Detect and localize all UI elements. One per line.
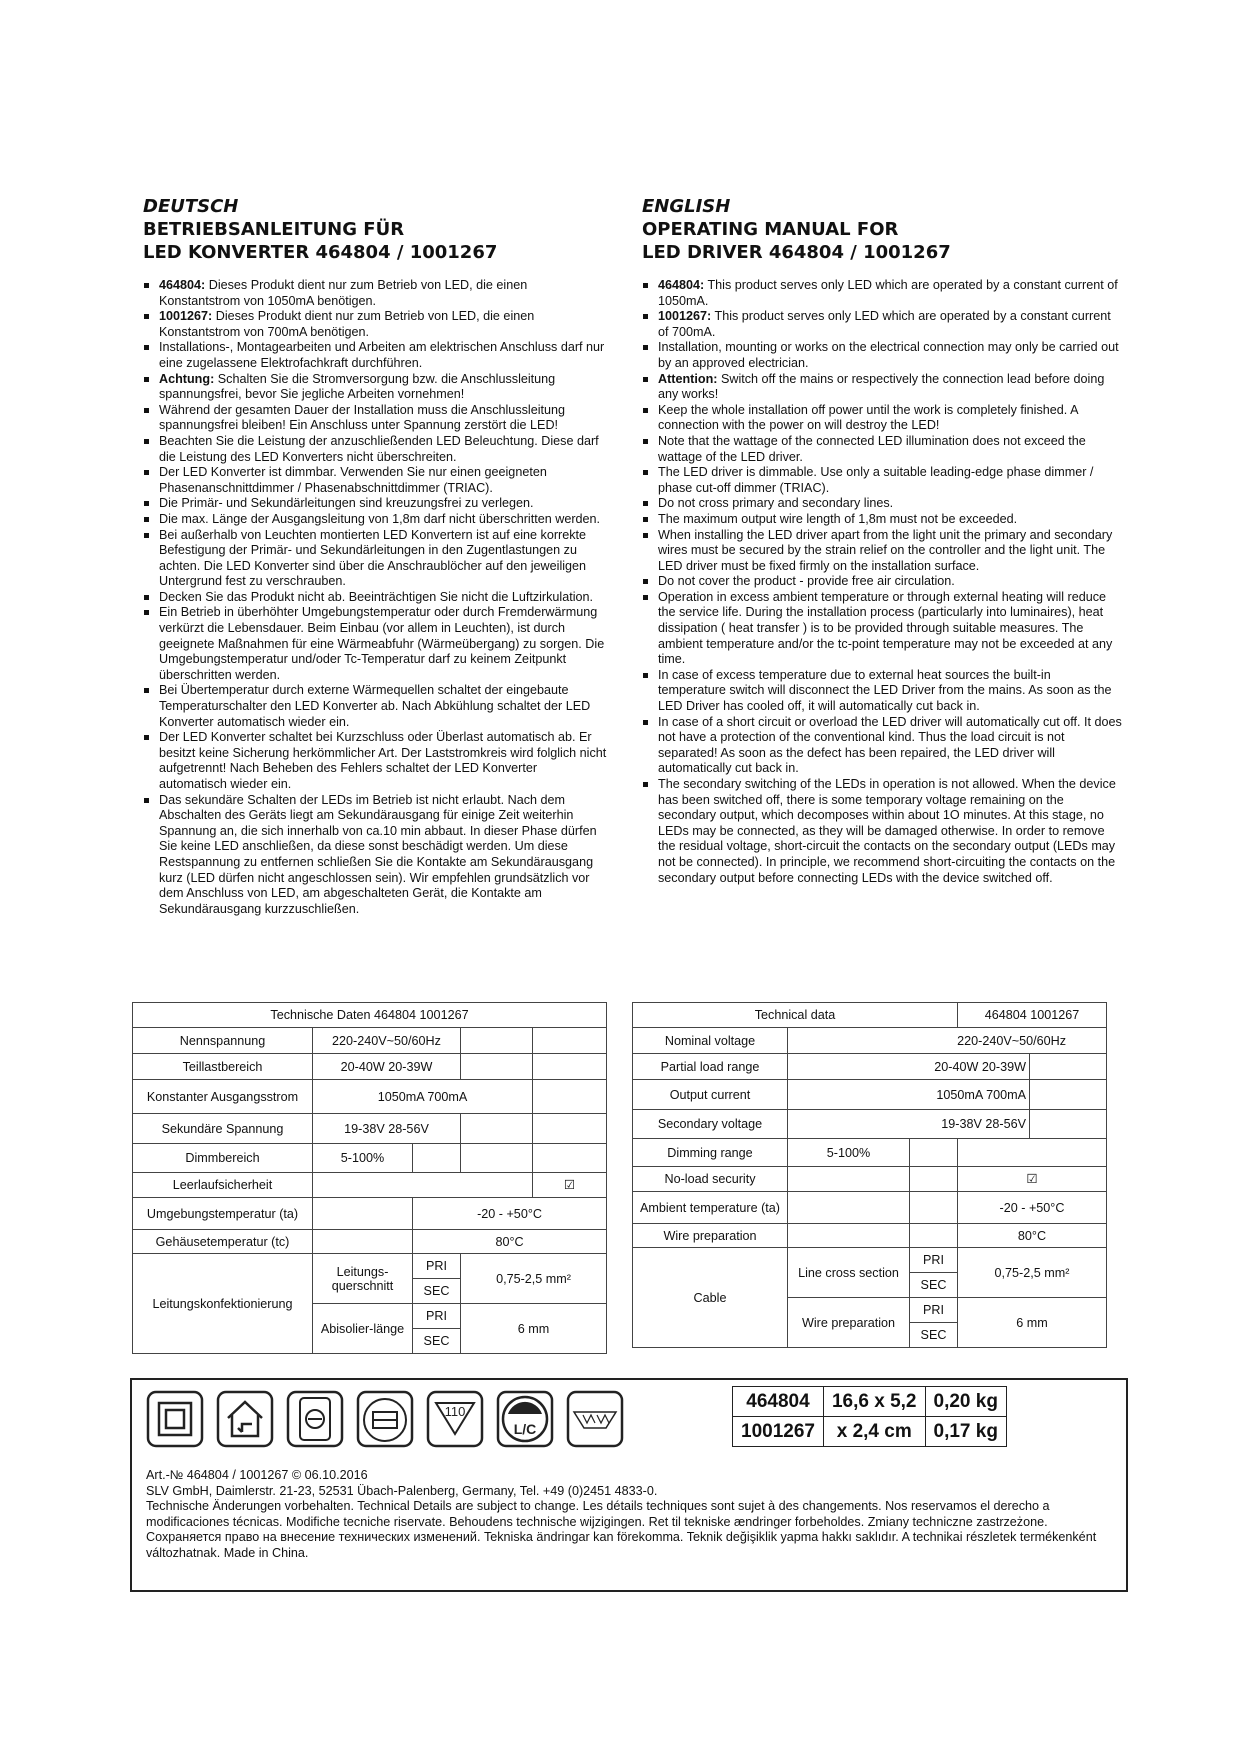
instruction-bold-label: Achtung: <box>159 371 215 386</box>
housing-label: Gehäusetemperatur (tc) <box>133 1230 313 1254</box>
cross-label: Line cross section <box>788 1248 910 1298</box>
instruction-text: Keep the whole installation off power until the work is completely finished. A connection with the power on will destroy the LED! <box>658 402 1078 433</box>
partial-label: Partial load range <box>633 1054 788 1080</box>
instruction-item <box>642 574 1122 590</box>
wire-label: Wire preparation <box>633 1224 788 1248</box>
instruction-text: Schalten Sie die Stromversorgung bzw. die Anschlussleitung spannungsfrei, bevor Sie jegliche Arbeiten vornehmen! <box>159 371 556 402</box>
instruction-text: This product serves only LED which are operated by a constant current of 1050mA. <box>658 278 1118 308</box>
instruction-text: Dieses Produkt dient nur zum Betrieb von LED, die einen Konstantstrom von 1050mA benötigen. <box>159 278 528 308</box>
strip-label: Abisolier-länge <box>313 1304 413 1354</box>
output-value: 1050mA 700mA <box>788 1080 1030 1110</box>
instruction-item <box>143 528 608 590</box>
dimming-label: Dimming range <box>633 1139 788 1167</box>
instruction-bold-label: 464804: <box>159 278 206 292</box>
noload-check-icon: ☑ <box>533 1173 607 1198</box>
dimming-value: 5-100% <box>788 1139 910 1167</box>
english-technical-table <box>632 1002 1107 1348</box>
instruction-item <box>143 340 608 371</box>
table-header-codes: 464804 1001267 <box>958 1003 1107 1028</box>
wire-value: 80°C <box>958 1224 1107 1248</box>
housing-value: 80°C <box>413 1230 607 1254</box>
ambient-value: -20 - +50°C <box>958 1192 1107 1224</box>
cross-value: 0,75-2,5 mm² <box>461 1254 607 1304</box>
instruction-text: The secondary switching of the LEDs in operation is not allowed. When the device has been switched off, there is some temporary voltage remaining on the secondary output, which decomposes within about 1O minutes. At this stage, no LEDs may be connected, as they will be damaged otherwise. In order to remove the residual voltage, short-circuit the contacts on the secondary output (LEDs may not be connected). In principle, we recommend short-circuiting the contacts on the secondary output before connecting LEDs with the device switched off. <box>658 777 1116 885</box>
instruction-item <box>642 465 1122 496</box>
sec-label: SEC <box>910 1273 958 1298</box>
secondary-label: Secondary voltage <box>633 1110 788 1139</box>
weight-1: 0,20 kg <box>925 1387 1006 1417</box>
instruction-text: Do not cover the product - provide free air circulation. <box>658 574 955 589</box>
instruction-text: The LED driver is dimmable. Use only a suitable leading-edge phase dimmer / phase cut-off dimmer (TRIAC). <box>658 465 1094 495</box>
instruction-item <box>143 683 608 730</box>
instruction-item <box>642 278 1122 309</box>
dimensions-line2: x 2,4 cm <box>823 1417 925 1447</box>
instruction-text: Ein Betrieb in überhöhter Umgebungstemperatur oder durch Fremderwärmung verkürzt die Lebensdauer. Beim Einbau (vor allem in Leuchten), ist durch geeignete Maßnahmen für eine Wärmeabfuhr (Wärmeübergang) zu sorgen. Die Umgebungstemperatur und/oder Tc-Temperatur darf zu keinem Zeitpunkt überschritten werden. <box>159 605 605 682</box>
instruction-item <box>143 465 608 496</box>
instruction-text: In case of a short circuit or overload the LED driver will automatically cut off. It does not have a protection of the conventional kind. Thus the load circuit is not separated! As soon as the defect has been repaired, the LED driver will automatically cut back in. <box>658 714 1122 776</box>
german-column <box>143 195 608 917</box>
noload-label: No-load security <box>633 1167 788 1192</box>
output-label: Konstanter Ausgangsstrom <box>133 1080 313 1114</box>
instruction-text: Do not cross primary and secondary lines. <box>658 496 894 511</box>
instruction-text: This product serves only LED which are operated by a constant current of 700mA. <box>658 309 1111 339</box>
nominal-value: 220-240V~50/60Hz <box>788 1028 1107 1054</box>
instruction-item <box>143 605 608 683</box>
mm-mounting-icon <box>566 1390 624 1448</box>
instruction-text: Note that the wattage of the connected LED illumination does not exceed the wattage of the LED driver. <box>658 433 1086 464</box>
article-copyright: Art.-№ 464804 / 1001267 © 06.10.2016 <box>146 1468 368 1482</box>
instruction-item <box>642 309 1122 340</box>
strip-value: 6 mm <box>958 1298 1107 1348</box>
noload-check-icon: ☑ <box>958 1167 1107 1192</box>
instruction-item <box>642 715 1122 777</box>
pri-label: PRI <box>910 1248 958 1273</box>
instruction-text: Bei außerhalb von Leuchten montierten LED Konvertern ist auf eine korrekte Befestigung der Primär- und Sekundärleitungen in den Zugentlastungen zu achten. Die LED Konverter sind über die Anschraublöcher auf den jeweiligen Untergrund fest zu verschrauben. <box>159 527 587 589</box>
english-instructions-list <box>642 278 1122 886</box>
article-number-2: 1001267 <box>733 1417 824 1447</box>
sec-label: SEC <box>413 1329 461 1354</box>
instruction-text: The maximum output wire length of 1,8m must not be exceeded. <box>658 511 1018 526</box>
dimming-value: 5-100% <box>313 1144 413 1173</box>
partial-label: Teillastbereich <box>133 1054 313 1080</box>
instruction-item <box>143 434 608 465</box>
instruction-item <box>143 403 608 434</box>
partial-value: 20-40W 20-39W <box>313 1054 461 1080</box>
output-value: 1050mA 700mA <box>313 1080 533 1114</box>
ambient-value: -20 - +50°C <box>413 1198 607 1230</box>
temperature-value: 110 <box>444 1404 466 1419</box>
secondary-label: Sekundäre Spannung <box>133 1114 313 1144</box>
sec-label: SEC <box>413 1279 461 1304</box>
instruction-item <box>642 528 1122 575</box>
instruction-item <box>642 590 1122 668</box>
secondary-value: 19-38V 28-56V <box>788 1110 1030 1139</box>
pri-label: PRI <box>413 1304 461 1329</box>
cable-label: Cable <box>633 1248 788 1348</box>
instruction-text: Operation in excess ambient temperature or through external heating will reduce the service life. During the installation process (particularly into luminaires), heat dissipation ( heat transfer ) is to be provided through suitable measures. The ambient temperature and/or the tc-point temperature may not be exceeded at any time. <box>658 589 1113 667</box>
instruction-item <box>642 512 1122 528</box>
instruction-item <box>143 372 608 403</box>
independent-driver-icon <box>286 1390 344 1448</box>
safety-transformer-icon <box>356 1390 414 1448</box>
strip-label: Wire preparation <box>788 1298 910 1348</box>
instruction-item <box>143 730 608 792</box>
instruction-bold-label: Attention: <box>658 371 718 386</box>
weight-2: 0,17 kg <box>925 1417 1006 1447</box>
sec-label: SEC <box>910 1323 958 1348</box>
pri-label: PRI <box>910 1298 958 1323</box>
instruction-item <box>642 668 1122 715</box>
partial-value: 20-40W 20-39W <box>788 1054 1030 1080</box>
product-dimensions-table <box>732 1386 1007 1447</box>
footer-text <box>146 1468 1116 1561</box>
instruction-text: Beachten Sie die Leistung der anzuschließenden LED Beleuchtung. Diese darf die Leistung des LED Konverters nicht überschreiten. <box>159 433 599 464</box>
instruction-text: Während der gesamten Dauer der Installation muss die Anschlussleitung spannungsfrei bleiben! Ein Anschluss unter Spannung zerstört die LED! <box>159 402 566 433</box>
dimensions-line1: 16,6 x 5,2 <box>823 1387 925 1417</box>
instruction-bold-label: 464804: <box>658 278 705 292</box>
instruction-item <box>143 590 608 606</box>
german-title-line1: BETRIEBSANLEITUNG FÜR <box>143 219 405 240</box>
english-language-heading: ENGLISH <box>642 196 731 217</box>
noload-label: Leerlaufsicherheit <box>133 1173 313 1198</box>
german-title-line2: LED KONVERTER 464804 / 1001267 <box>143 242 498 263</box>
instruction-item <box>143 309 608 340</box>
secondary-value: 19-38V 28-56V <box>313 1114 461 1144</box>
output-label: Output current <box>633 1080 788 1110</box>
instruction-text: Decken Sie das Produkt nicht ab. Beeinträchtigen Sie nicht die Luftzirkulation. <box>159 589 594 604</box>
instruction-item <box>143 793 608 918</box>
instruction-item <box>642 434 1122 465</box>
instruction-bold-label: 1001267: <box>159 309 213 324</box>
instruction-item <box>143 496 608 512</box>
nominal-value: 220-240V~50/60Hz <box>313 1028 461 1054</box>
instruction-item <box>143 278 608 309</box>
instruction-item <box>642 496 1122 512</box>
english-title-line1: OPERATING MANUAL FOR <box>642 219 899 240</box>
english-column <box>642 195 1122 886</box>
instruction-text: Der LED Konverter schaltet bei Kurzschluss oder Überlast automatisch ab. Er besitzt keine Sicherung herkömmlicher Art. Der Laststromkreis wird folglich nicht aufgetrennt! Nach Beheben des Fehlers schaltet der LED Konverter automatisch wieder ein. <box>159 730 607 791</box>
english-title-line2: LED DRIVER 464804 / 1001267 <box>642 242 951 263</box>
instruction-text: Das sekundäre Schalten der LEDs im Betrieb ist nicht erlaubt. Nach dem Abschalten des Geräts liegt am Sekundärausgang für einige Zeit weiterhin Spannung an, die sich innerhalb von ca.10 min abbaut. In dieser Phase dürfen Sie keine LED anschließen, da diese sonst beschädigt werden. Um diese Restspannung zu entfernen schließen Sie die Kontakte am Sekundärausgang kurz (LED dürfen nicht angeschlossen sein). Wir empfehlen grundsätzlich vor dem Anschluss von LED, am abgeschalteten Gerät, die Kontakte am Sekundärausgang kurzzuschließen. <box>159 792 597 916</box>
instruction-text: Bei Übertemperatur durch externe Wärmequellen schaltet der eingebaute Temperaturschalter den LED Konverter ab. Nach Abkühlung schaltet der LED Konverter automatisch wieder ein. <box>159 683 591 729</box>
instruction-text: Die max. Länge der Ausgangsleitung von 1,8m darf nicht überschritten werden. <box>159 511 601 526</box>
ambient-label: Umgebungstemperatur (ta) <box>133 1198 313 1230</box>
table-header: Technical data <box>633 1003 958 1028</box>
instruction-item <box>642 372 1122 403</box>
instruction-text: In case of excess temperature due to external heat sources the built-in temperature switch will disconnect the LED Driver from the mains. As soon as the LED Driver has cooled off, it will automatically cut back in. <box>658 667 1112 714</box>
certification-icons <box>146 1390 624 1450</box>
instruction-text: When installing the LED driver apart from the light unit the primary and secondary wires must be secured by the strain relief on the controller and the light unit. The LED driver must be fixed firmly on the installation surface. <box>658 527 1113 573</box>
instruction-text: Installation, mounting or works on the electrical connection may only be carried out by an approved electrician. <box>658 340 1119 370</box>
german-language-heading: DEUTSCH <box>143 196 239 217</box>
german-instructions-list <box>143 278 608 917</box>
technical-changes-note: Technische Änderungen vorbehalten. Technical Details are subject to change. Les détails techniques sont sujet à des changements. Nos reservamos el derecho a modificaciones técnicas. Modifiche tecniche riservate. Behoudens technische wijzigingen. Ret til tekniske ændringer forbeholdes. Zmiany techniczne zastrzeżone. Сохраняется право на внесение технических изменений. Tekniska ändringar kan förekomma. Teknik değişiklik yapma hakkı saklıdır. A technikai részletek termékenként változhatnak. Made in China. <box>146 1499 1097 1560</box>
nominal-label: Nominal voltage <box>633 1028 788 1054</box>
product-info-box <box>130 1378 1128 1592</box>
instruction-item <box>143 512 608 528</box>
instruction-text: Der LED Konverter ist dimmbar. Verwenden Sie nur einen geeigneten Phasenanschnittdimmer / Phasenabschnittdimmer (TRIAC). <box>159 465 547 495</box>
table-header: Technische Daten 464804 1001267 <box>133 1003 607 1028</box>
temperature-110-icon <box>426 1390 484 1448</box>
strip-value: 6 mm <box>461 1304 607 1354</box>
instruction-item <box>642 777 1122 886</box>
article-number-1: 464804 <box>733 1387 824 1417</box>
instruction-bold-label: 1001267: <box>658 309 712 324</box>
instruction-item <box>642 340 1122 371</box>
nominal-label: Nennspannung <box>133 1028 313 1054</box>
dimming-label: Dimmbereich <box>133 1144 313 1173</box>
class-ii-icon <box>146 1390 204 1448</box>
german-technical-table <box>132 1002 607 1354</box>
instruction-text: Die Primär- und Sekundärleitungen sind kreuzungsfrei zu verlegen. <box>159 496 534 511</box>
pri-label: PRI <box>413 1254 461 1279</box>
cross-label: Leitungs-querschnitt <box>313 1254 413 1304</box>
cable-label: Leitungskonfektionierung <box>133 1254 313 1354</box>
instruction-text: Dieses Produkt dient nur zum Betrieb von LED, die einen Konstantstrom von 700mA benötigen. <box>159 309 535 339</box>
indoor-use-icon <box>216 1390 274 1448</box>
dimmable-lc-icon <box>496 1390 554 1448</box>
lc-label: L/C <box>513 1421 537 1437</box>
instruction-item <box>642 403 1122 434</box>
instruction-text: Installations-, Montagearbeiten und Arbeiten am elektrischen Anschluss darf nur eine zugelassene Elektrofachkraft durchführen. <box>159 340 605 370</box>
instruction-text: Switch off the mains or respectively the connection lead before doing any works! <box>658 371 1105 402</box>
ambient-label: Ambient temperature (ta) <box>633 1192 788 1224</box>
cross-value: 0,75-2,5 mm² <box>958 1248 1107 1298</box>
company-address: SLV GmbH, Daimlerstr. 21-23, 52531 Übach-Palenberg, Germany, Tel. +49 (0)2451 4833-0. <box>146 1483 658 1498</box>
